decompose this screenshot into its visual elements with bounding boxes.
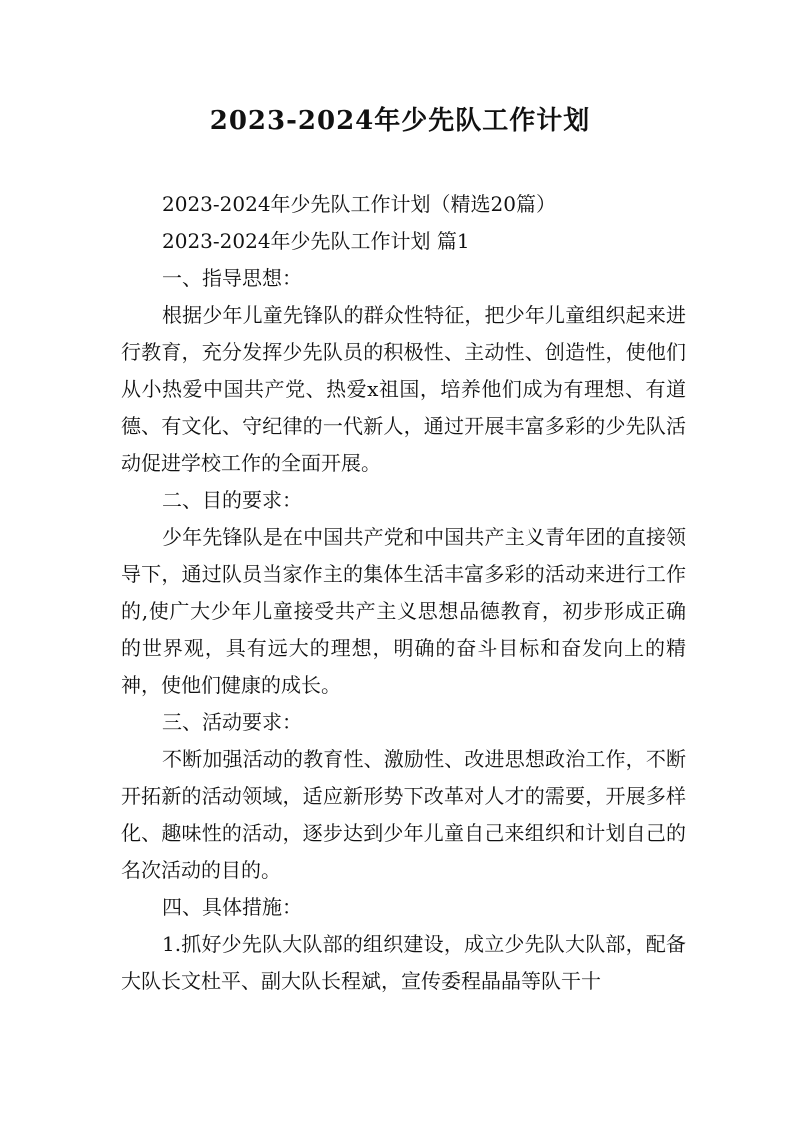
section-heading-activity-requirements: 三、活动要求： xyxy=(162,710,302,734)
page-title: 2023-2024年少先队工作计划 xyxy=(209,106,591,136)
section-heading-specific-measures: 四、具体措施： xyxy=(162,895,302,919)
article-heading: 2023-2024年少先队工作计划 篇1 xyxy=(162,229,470,253)
document-body xyxy=(121,186,686,1000)
document-subtitle: 2023-2024年少先队工作计划（精选20篇） xyxy=(162,192,557,216)
section-heading-guiding-ideology: 一、指导思想： xyxy=(162,266,302,290)
section-heading-objectives: 二、目的要求： xyxy=(162,488,302,512)
section-paragraph-guiding-ideology: 根据少年儿童先锋队的群众性特征，把少年儿童组织起来进行教育，充分发挥少先队员的积极性、主动性、创造性，使他们从小热爱中国共产党、热爱x祖国，培养他们成为有理想、有道德、有文化、守纪律的一代新人，通过开展丰富多彩的少先队活动促进学校工作的全面开展。 xyxy=(121,303,686,475)
section-paragraph-objectives: 少年先锋队是在中国共产党和中国共产主义青年团的直接领导下，通过队员当家作主的集体生活丰富多彩的活动来进行工作的,使广大少年儿童接受共产主义思想品德教育，初步形成正确的世界观，具有远大的理想，明确的奋斗目标和奋发向上的精神，使他们健康的成长。 xyxy=(121,525,686,697)
section-paragraph-specific-measures: 1.抓好少先队大队部的组织建设，成立少先队大队部，配备大队长文杜平、副大队长程斌，宣传委程晶晶等队干十 xyxy=(121,932,686,993)
section-paragraph-activity-requirements: 不断加强活动的教育性、激励性、改进思想政治工作，不断开拓新的活动领域，适应新形势下改革对人才的需要，开展多样化、趣味性的活动，逐步达到少年儿童自己来组织和计划自己的名次活动的目的。 xyxy=(121,747,686,882)
